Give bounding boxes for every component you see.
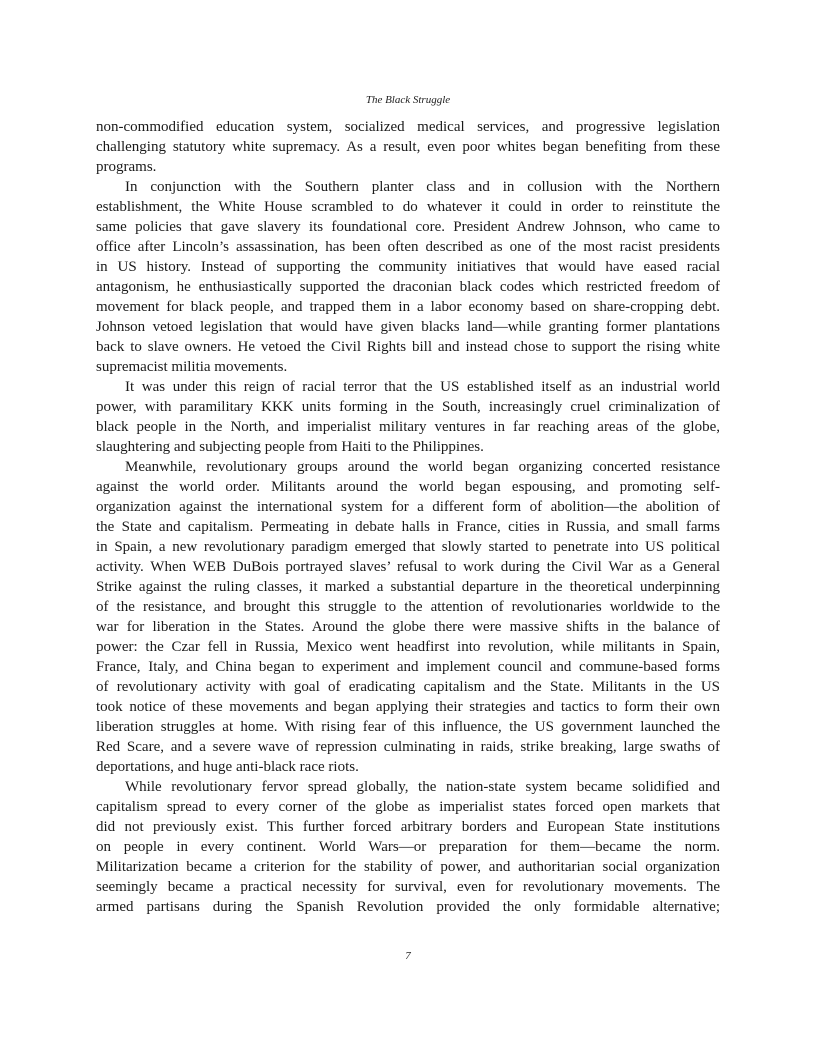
text-line: armed partisans during the Spanish Revolution provided the only formidable alternative; (96, 899, 720, 915)
text-line: Meanwhile, revolutionary groups around the world began organizing concerted resistance (125, 459, 720, 475)
text-line: organization against the international system for a different form of abolition—the abolition of (96, 499, 720, 515)
text-line: Militarization became a criterion for the stability of power, and authoritarian social organization (96, 859, 720, 875)
running-head-title: The Black Struggle (365, 94, 451, 106)
text-line: office after Lincoln’s assassination, has been often described as one of the most racist presidents (96, 239, 720, 255)
text-line: back to slave owners. He vetoed the Civil Rights bill and instead chose to support the rising white (96, 339, 720, 355)
text-line: war for liberation in the States. Around the globe there were massive shifts in the balance of (96, 619, 720, 635)
text-line: non-commodified education system, socialized medical services, and progressive legislation (96, 119, 720, 135)
text-line: power, with paramilitary KKK units forming in the South, increasingly cruel criminalization of (96, 399, 720, 415)
text-line: movement for black people, and trapped them in a labor economy based on share-cropping debt. (96, 299, 720, 315)
page-number: 7 (405, 950, 411, 962)
text-line: Red Scare, and a severe wave of repression culminating in raids, strike breaking, large swaths of (96, 739, 720, 755)
text-line: deportations, and huge anti-black race riots. (96, 759, 359, 775)
text-line: did not previously exist. This further forced arbitrary borders and European State institutions (96, 819, 720, 835)
text-line: on people in every continent. World Wars—or preparation for them—became the norm. (96, 839, 720, 855)
text-line: against the world order. Militants around the world began espousing, and promoting self- (96, 479, 720, 495)
text-line: supremacist militia movements. (96, 359, 288, 375)
text-line: Johnson vetoed legislation that would have given blacks land—while granting former plantations (96, 319, 720, 335)
text-line: antagonism, he enthusiastically supported the draconian black codes which restricted freedom of (96, 279, 720, 295)
text-line: power: the Czar fell in Russia, Mexico went headfirst into revolution, while militants in Spain, (96, 639, 720, 655)
text-line: France, Italy, and China began to experiment and implement council and commune-based forms (96, 659, 720, 675)
text-line: In conjunction with the Southern planter class and in collusion with the Northern (125, 179, 720, 195)
text-line: establishment, the White House scrambled to do whatever it could in order to reinstitute the (96, 199, 720, 215)
text-line: While revolutionary fervor spread globally, the nation-state system became solidified and (125, 779, 720, 795)
text-line: in Spain, a new revolutionary paradigm emerged that slowly started to penetrate into US political (96, 539, 720, 555)
text-line: Strike against the ruling classes, it marked a substantial departure in the theoretical underpinning (96, 579, 720, 595)
text-line: seemingly became a practical necessity for survival, even for revolutionary movements. The (96, 879, 720, 895)
text-line: slaughtering and subjecting people from Haiti to the Philippines. (96, 439, 484, 455)
text-line: It was under this reign of racial terror that the US established itself as an industrial world (125, 379, 720, 395)
text-line: activity. When WEB DuBois portrayed slaves’ refusal to work during the Civil War as a General (96, 559, 720, 575)
text-line: the State and capitalism. Permeating in debate halls in France, cities in Russia, and small farms (96, 519, 720, 535)
text-line: in US history. Instead of supporting the community initiatives that would have eased racial (96, 259, 720, 275)
text-line: programs. (96, 159, 157, 175)
text-line: liberation struggles at home. With rising fear of this influence, the US government launched the (96, 719, 720, 735)
text-line: same policies that gave slavery its foundational core. President Andrew Johnson, who came to (96, 219, 720, 235)
text-line: took notice of these movements and began applying their strategies and tactics to form their own (96, 699, 720, 715)
text-line: of the resistance, and brought this struggle to the attention of revolutionaries worldwide to the (96, 599, 720, 615)
text-line: challenging statutory white supremacy. As a result, even poor whites began benefiting from these (96, 139, 720, 155)
body-text (96, 117, 720, 917)
text-line: capitalism spread to every corner of the globe as imperialist states forced open markets that (96, 799, 720, 815)
text-line: black people in the North, and imperialist military ventures in far reaching areas of the globe, (96, 419, 720, 435)
text-line: of revolutionary activity with goal of eradicating capitalism and the State. Militants in the US (96, 679, 720, 695)
